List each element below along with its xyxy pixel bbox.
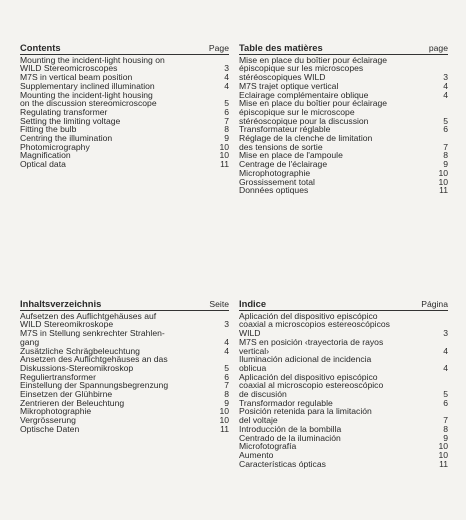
toc-title: Inhaltsverzeichnis — [20, 298, 102, 309]
toc-entry-text: M7S in vertical beam position — [20, 72, 133, 83]
toc-entry — [239, 134, 448, 151]
toc-entry-page: 4 — [443, 80, 448, 91]
toc-entry-text: Eclairage complémentaire oblique — [239, 89, 369, 100]
toc-page-label: page — [428, 43, 448, 53]
toc-header — [20, 300, 229, 311]
toc-entry-page: 8 — [443, 150, 448, 161]
toc-entry-page: 9 — [224, 397, 229, 408]
toc-entry-page: 7 — [443, 415, 448, 426]
toc-entry-text: Supplementary inclined illumination — [20, 80, 155, 91]
toc-spanish — [239, 300, 448, 468]
toc-entries — [239, 312, 448, 469]
toc-entry-text: Mounting the incident-light housing on WILD Stereomicroscopes — [20, 54, 165, 74]
toc-entry — [20, 91, 229, 108]
toc-entry-text: M7S trajet optique vertical — [239, 80, 339, 91]
toc-entry — [239, 56, 448, 82]
toc-entry — [239, 99, 448, 125]
toc-entry-page: 5 — [224, 98, 229, 109]
toc-entry-page: 6 — [224, 106, 229, 117]
toc-entry — [239, 373, 448, 399]
toc-entry-text: Zusätzliche Schrägbeleuchtung — [20, 345, 140, 356]
toc-entry-text: Optische Daten — [20, 423, 80, 434]
toc-entry-page: 10 — [219, 141, 229, 152]
toc-entry-text: Transformateur réglable — [239, 124, 331, 135]
toc-header — [239, 300, 448, 311]
toc-entry-page: 8 — [224, 124, 229, 135]
toc-entry-page: 6 — [224, 371, 229, 382]
toc-entry-text: Aplicación del dispositivo episcópico coaxial a microscopios estereoscópicos WILD — [239, 310, 390, 339]
toc-entry-page: 3 — [224, 319, 229, 330]
toc-entry-page: 10 — [438, 449, 448, 460]
toc-entry-page: 7 — [224, 380, 229, 391]
toc-entry-page: 6 — [443, 124, 448, 135]
toc-entry — [20, 56, 229, 73]
toc-entry-text: Mise en place du boîtier pour éclairage épiscopique sur le microscope stéréoscopique pour la discussion — [239, 98, 388, 126]
toc-entry-page: 5 — [443, 115, 448, 126]
toc-entry — [20, 355, 229, 372]
toc-entry-text: Características ópticas — [239, 458, 326, 469]
toc-entry-text: Einstellung der Spannungsbegrenzung — [20, 380, 169, 391]
toc-entry-page: 10 — [219, 415, 229, 426]
toc-entry-page: 10 — [438, 167, 448, 178]
toc-entry-page: 3 — [443, 72, 448, 83]
toc-entry-text: Centrage de l'éclairage — [239, 159, 328, 170]
toc-header — [239, 44, 448, 55]
toc-entry-text: Introducción de la bombilla — [239, 423, 342, 434]
toc-entry-text: Centrado de la iluminación — [239, 432, 341, 443]
toc-english — [20, 44, 229, 169]
toc-entry-page: 7 — [224, 115, 229, 126]
toc-entry — [239, 460, 448, 469]
toc-entry-text: Données optiques — [239, 185, 309, 196]
toc-entry-text: Setting the limiting voltage — [20, 115, 121, 126]
toc-entry-page: 10 — [219, 406, 229, 417]
toc-entry-text: Mikrophotographie — [20, 406, 92, 417]
toc-entry-page: 11 — [439, 458, 448, 469]
toc-entry-page: 4 — [224, 336, 229, 347]
toc-entry-text: Iluminación adicional de incidencia oblicua — [239, 354, 372, 373]
toc-entry-text: M7S en posición ‹trayectoria de rayos vertical› — [239, 336, 384, 356]
toc-entry-page: 9 — [443, 159, 448, 170]
toc-entry-page: 3 — [224, 63, 229, 74]
toc-entry-text: Transformador regulable — [239, 397, 333, 408]
toc-entry-text: Magnification — [20, 150, 71, 161]
toc-entry-text: Regulating transformer — [20, 106, 108, 117]
toc-entry-page: 3 — [443, 328, 448, 339]
toc-page-label: Page — [208, 43, 229, 53]
toc-page-label: Seite — [209, 299, 229, 309]
toc-entry-page: 11 — [220, 423, 229, 434]
toc-entry-text: Reguliertransformer — [20, 371, 96, 382]
toc-entry — [239, 312, 448, 338]
toc-entry-page: 11 — [220, 159, 229, 170]
toc-entry-text: Posición retenida para la limitación del voltaje — [239, 406, 372, 426]
toc-entry-text: Einsetzen der Glühbirne — [20, 389, 113, 400]
toc-entries — [20, 56, 229, 169]
toc-entry-text: Aufsetzen des Auflichtgehäuses auf WILD Stereomikroskope — [20, 310, 157, 330]
toc-entry-text: Mise en place du boîtier pour éclairage épiscopique sur les microscopes stéréoscopiques WILD — [239, 54, 388, 83]
toc-entry-page: 4 — [224, 72, 229, 83]
toc-entry-page: 4 — [224, 80, 229, 91]
toc-entry-text: Réglage de la clenche de limitation des tensions de sortie — [239, 133, 373, 152]
toc-entry-text: Aumento — [239, 449, 274, 460]
toc-entry-text: Microfotografía — [239, 441, 297, 452]
toc-title: Contents — [20, 42, 61, 53]
toc-entry-page: 6 — [443, 397, 448, 408]
toc-entry-page: 9 — [224, 133, 229, 144]
toc-entry-text: M7S in Stellung senkrechter Strahlen- gang — [20, 328, 165, 347]
toc-entry — [239, 338, 448, 355]
toc-entry-page: 9 — [443, 432, 448, 443]
toc-entry-page: 10 — [219, 150, 229, 161]
toc-entry — [239, 355, 448, 372]
toc-entry-text: Photomicrography — [20, 141, 90, 152]
toc-entry-page: 5 — [224, 362, 229, 373]
toc-entry-text: Microphotographie — [239, 167, 311, 178]
toc-entry-text: Ansetzen des Auflichtgehäuses an das Diskussions-Stereomikroskop — [20, 354, 168, 373]
toc-entry — [20, 312, 229, 329]
toc-entry — [20, 329, 229, 346]
toc-entry-text: Fitting the bulb — [20, 124, 77, 135]
toc-entry-text: Aplicación del dispositivo episcópico coaxial al microscopio estereoscópico de discusión — [239, 371, 384, 400]
toc-entry-text: Mise en place de l'ampoule — [239, 150, 343, 161]
toc-entry-page: 5 — [443, 389, 448, 400]
toc-entry-text: Optical data — [20, 159, 66, 170]
toc-entries — [20, 312, 229, 434]
toc-entry-page: 4 — [224, 345, 229, 356]
toc-entry-text: Mounting the incident-light housing on the discussion stereomicroscope — [20, 89, 157, 109]
toc-entry-page: 8 — [224, 389, 229, 400]
toc-entry — [20, 160, 229, 169]
toc-entries — [239, 56, 448, 195]
toc-entry — [20, 425, 229, 434]
toc-entry-page: 4 — [443, 345, 448, 356]
toc-entry-page: 4 — [443, 362, 448, 373]
toc-header — [20, 44, 229, 55]
toc-entry-text: Centring the illumination — [20, 133, 113, 144]
toc-german — [20, 300, 229, 434]
toc-entry-page: 4 — [443, 89, 448, 100]
toc-entry-text: Grossissement total — [239, 176, 315, 187]
toc-entry-page: 7 — [443, 141, 448, 152]
toc-entry-page: 10 — [438, 176, 448, 187]
toc-page-label: Página — [421, 299, 448, 309]
toc-entry-text: Vergrösserung — [20, 415, 76, 426]
toc-title: Table des matières — [239, 42, 323, 53]
toc-entry — [239, 407, 448, 424]
toc-entry — [239, 186, 448, 195]
toc-entry-page: 11 — [439, 185, 448, 196]
toc-french — [239, 44, 448, 195]
toc-entry-text: Zentrieren der Beleuchtung — [20, 397, 125, 408]
toc-entry-page: 10 — [438, 441, 448, 452]
toc-title: Indice — [239, 298, 267, 309]
toc-entry-page: 8 — [443, 423, 448, 434]
